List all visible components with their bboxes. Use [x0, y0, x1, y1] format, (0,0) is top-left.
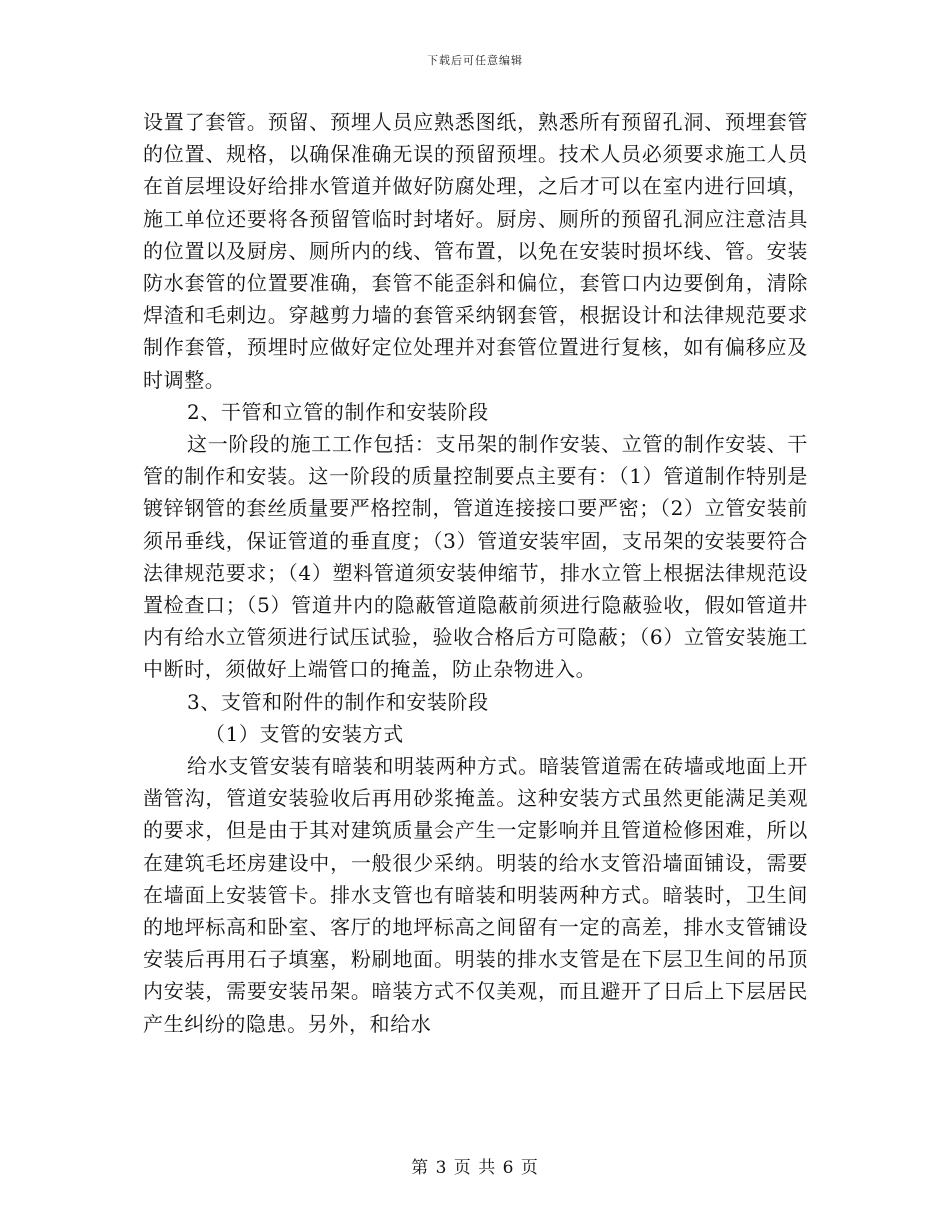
- subsection-heading-installation-method: （1）支管的安装方式: [205, 721, 404, 746]
- paragraph-sleeve-preembedding: 设置了套管。预留、预埋人员应熟悉图纸，熟悉所有预留孔洞、预埋套管的位置、规格，以确保准确无误的预留预埋。技术人员必须要求施工人员在首层埋设好给排水管道并做好防腐处理，之后才可以在室内进行回填，施工单位还要将各预留管临时封堵好。厨房、厕所的预留孔洞应注意洁具的位置以及厨房、厕所内的线、管布置，以免在安装时损坏线、管。安装防水套管的位置要准确，套管不能歪斜和偏位，套管口内边要倒角，清除焊渣和毛刺边。穿越剪力墙的套管采纳钢套管，根据设计和法律规范要求制作套管，预埋时应做好定位处理并对套管位置进行复核，如有偏移应及时调整。: [143, 110, 808, 392]
- paragraph-branch-pipe-installation: 给水支管安装有暗装和明装两种方式。暗装管道需在砖墙或地面上开凿管沟，管道安装验收后再用砂浆掩盖。这种安装方式虽然更能满足美观的要求，但是由于其对建筑质量会产生一定影响并且管道检修困难，所以在建筑毛坯房建设中，一般很少采纳。明装的给水支管沿墙面铺设，需要在墙面上安装管卡。排水支管也有暗装和明装两种方式。暗装时，卫生间的地坪标高和卧室、客厅的地坪标高之间留有一定的高差，排水支管铺设安装后再用石子填塞，粉刷地面。明装的排水支管是在下层卫生间的吊顶内安装，需要安装吊架。暗装方式不仅美观，而且避开了日后上下层居民产生纠纷的隐患。另外，和给水: [143, 754, 808, 1036]
- paragraph-riser-quality-control: 这一阶段的施工工作包括：支吊架的制作安装、立管的制作安装、干管的制作和安装。这一阶段的质量控制要点主要有：（1）管道制作特别是镀锌钢管的套丝质量要严格控制，管道连接接口要严密；（2）立管安装前须吊垂线，保证管道的垂直度；（3）管道安装牢固，支吊架的安装要符合法律规范要求；（4）塑料管道须安装伸缩节，排水立管上根据法律规范设置检查口；（5）管道井内的隐蔽管道隐蔽前须进行隐蔽验收，假如管道井内有给水立管须进行试压试验，验收合格后方可隐蔽；（6）立管安装施工中断时，须做好上端管口的掩盖，防止杂物进入。: [143, 432, 808, 682]
- page-number-footer: 第 3 页 共 6 页: [411, 1158, 539, 1178]
- page-header: 下载后可任意编辑: [427, 54, 523, 67]
- section-heading-main-riser-pipes: 2、干管和立管的制作和安装阶段: [187, 399, 489, 424]
- section-heading-branch-pipes: 3、支管和附件的制作和安装阶段: [187, 689, 489, 714]
- document-body: [143, 106, 808, 1040]
